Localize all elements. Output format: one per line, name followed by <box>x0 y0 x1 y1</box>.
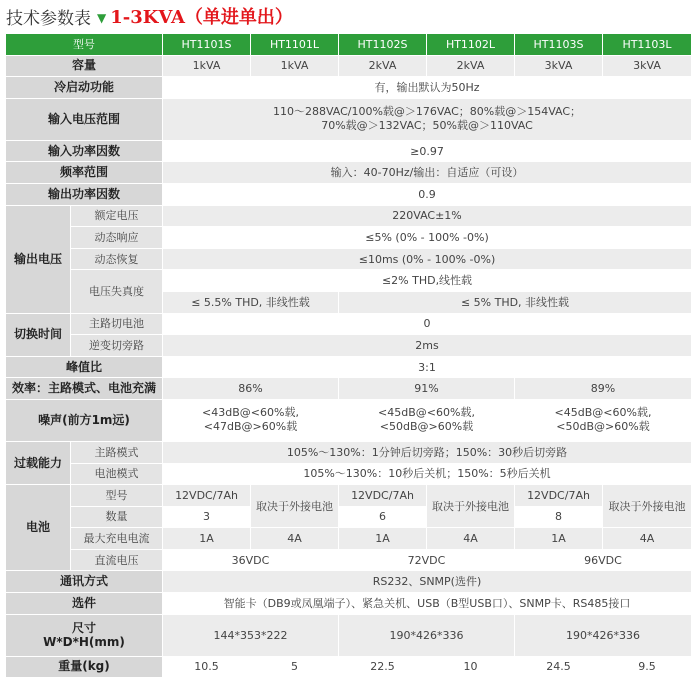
noise-line2: <47dB@>60%载 <box>203 420 298 434</box>
cell: 144*353*222 <box>163 614 339 656</box>
cell: 3:1 <box>163 356 692 378</box>
spec-table <box>5 33 692 678</box>
cell: 9.5 <box>603 656 692 678</box>
sub-label: 额定电压 <box>71 205 163 227</box>
cell: 2kVA <box>339 55 427 77</box>
sub-label: 数量 <box>71 506 163 528</box>
noise-line2: <50dB@>60%载 <box>379 420 474 434</box>
group-label: 输出电压 <box>6 205 71 313</box>
row-label: 输入功率因数 <box>6 140 163 162</box>
sub-label: 电压失真度 <box>71 270 163 313</box>
cell: ≤ 5.5% THD, 非线性载 <box>163 291 339 313</box>
row-dyn-resp <box>6 227 692 249</box>
cell: 10.5 <box>163 656 251 678</box>
model-header: HT1103S <box>515 34 603 56</box>
sub-label: 电池模式 <box>71 463 163 485</box>
group-label: 切换时间 <box>6 313 71 356</box>
dims-label-line2: W*D*H(mm) <box>43 635 125 650</box>
model-header: HT1103L <box>603 34 692 56</box>
model-header: HT1102S <box>339 34 427 56</box>
cell: 86% <box>163 378 339 400</box>
cell: 6 <box>339 506 427 528</box>
input-voltage-line1: 110～288VAC/100%载@＞176VAC；80%载@＞154VAC； <box>272 105 582 119</box>
cell: 输入：40-70Hz/输出：自适应（可设） <box>163 162 692 184</box>
title-main: 1-3KVA（单进单出） <box>110 7 293 28</box>
sub-label: 动态响应 <box>71 227 163 249</box>
cell: 0 <box>163 313 692 335</box>
row-comm <box>6 571 692 593</box>
cell: 有，输出默认为50Hz <box>163 77 692 99</box>
row-crest <box>6 356 692 378</box>
cell: ≤ 5% THD, 非线性载 <box>339 291 692 313</box>
cell: 5 <box>251 656 339 678</box>
row-weight <box>6 656 692 678</box>
cell: 12VDC/7Ah <box>163 485 251 507</box>
row-inverter-bypass <box>6 335 692 357</box>
cell: 1A <box>339 528 427 550</box>
row-rated-voltage <box>6 205 692 227</box>
cell: 96VDC <box>515 549 692 571</box>
row-label: 噪声(前方1m远) <box>6 399 163 441</box>
row-dyn-rec <box>6 248 692 270</box>
header-row <box>6 34 692 56</box>
sub-label: 主路切电池 <box>71 313 163 335</box>
cell: 72VDC <box>339 549 515 571</box>
row-options <box>6 593 692 615</box>
row-label: 峰值比 <box>6 356 163 378</box>
cell <box>515 399 692 441</box>
row-overload-battery <box>6 463 692 485</box>
cell: 0.9 <box>163 183 692 205</box>
page-title <box>6 3 293 29</box>
cell: 12VDC/7Ah <box>339 485 427 507</box>
row-label: 容量 <box>6 55 163 77</box>
cell: 89% <box>515 378 692 400</box>
row-label: 频率范围 <box>6 162 163 184</box>
group-label: 电池 <box>6 485 71 571</box>
row-cold-start <box>6 77 692 99</box>
row-overload-main <box>6 441 692 463</box>
cell: 1kVA <box>163 55 251 77</box>
cell <box>163 399 339 441</box>
sub-label: 最大充电电流 <box>71 528 163 550</box>
cell: 1A <box>163 528 251 550</box>
cell: 3 <box>163 506 251 528</box>
sub-label: 动态恢复 <box>71 248 163 270</box>
cell: 智能卡（DB9或凤凰端子）、紧急关机、USB（B型USB口）、SNMP卡、RS485接口 <box>163 593 692 615</box>
cell: 8 <box>515 506 603 528</box>
row-input-voltage <box>6 98 692 140</box>
title-prefix: 技术参数表 <box>6 8 91 29</box>
cell: ≥0.97 <box>163 140 692 162</box>
cell: ≤2% THD,线性载 <box>163 270 692 292</box>
header-label: 型号 <box>6 34 163 56</box>
cell: 24.5 <box>515 656 603 678</box>
sub-label: 型号 <box>71 485 163 507</box>
cell: 4A <box>251 528 339 550</box>
triangle-down-icon: ▼ <box>97 11 107 25</box>
cell: 12VDC/7Ah <box>515 485 603 507</box>
row-label: 选件 <box>6 593 163 615</box>
row-capacity <box>6 55 692 77</box>
sub-label: 逆变切旁路 <box>71 335 163 357</box>
row-freq <box>6 162 692 184</box>
cell: 3kVA <box>603 55 692 77</box>
cell: 91% <box>339 378 515 400</box>
dims-label-line1: 尺寸 <box>71 621 96 636</box>
row-max-charge <box>6 528 692 550</box>
sub-label: 直流电压 <box>71 549 163 571</box>
cell: 22.5 <box>339 656 427 678</box>
noise-line1: <45dB@<60%载, <box>554 406 652 420</box>
cell: ≤5% (0% - 100% -0%) <box>163 227 692 249</box>
noise-line1: <43dB@<60%载, <box>202 406 299 420</box>
cell: 105%～130%：1分钟后切旁路；150%：30秒后切旁路 <box>163 441 692 463</box>
row-label: 输出功率因数 <box>6 183 163 205</box>
model-header: HT1101S <box>163 34 251 56</box>
cell: 1A <box>515 528 603 550</box>
row-output-pf <box>6 183 692 205</box>
cell: 取决于外接电池 <box>603 485 692 528</box>
row-label <box>6 614 163 656</box>
row-input-pf <box>6 140 692 162</box>
cell: 2kVA <box>427 55 515 77</box>
cell: 4A <box>603 528 692 550</box>
row-battery-model <box>6 485 692 507</box>
model-header: HT1101L <box>251 34 339 56</box>
row-battery-count <box>6 506 692 528</box>
cell: 取决于外接电池 <box>427 485 515 528</box>
cell: 3kVA <box>515 55 603 77</box>
row-label: 输入电压范围 <box>6 98 163 140</box>
cell: 2ms <box>163 335 692 357</box>
row-dims <box>6 614 692 656</box>
cell: 取决于外接电池 <box>251 485 339 528</box>
input-voltage-line2: 70%载@＞132VAC；50%载@＞110VAC <box>321 119 533 133</box>
cell: ≤10ms (0% - 100% -0%) <box>163 248 692 270</box>
noise-line1: <45dB@<60%载, <box>378 406 475 420</box>
cell <box>163 98 692 140</box>
row-dc-voltage <box>6 549 692 571</box>
row-thd <box>6 270 692 292</box>
cell: 36VDC <box>163 549 339 571</box>
row-label: 通讯方式 <box>6 571 163 593</box>
noise-line2: <50dB@>60%载 <box>556 420 650 434</box>
row-efficiency <box>6 378 692 400</box>
cell: RS232、SNMP(选件) <box>163 571 692 593</box>
group-label: 过载能力 <box>6 441 71 484</box>
cell: 220VAC±1% <box>163 205 692 227</box>
row-label: 冷启动功能 <box>6 77 163 99</box>
cell: 190*426*336 <box>339 614 515 656</box>
row-main-to-battery <box>6 313 692 335</box>
cell: 105%～130%：10秒后关机；150%：5秒后关机 <box>163 463 692 485</box>
row-label: 效率：主路模式、电池充满 <box>6 378 163 400</box>
row-noise <box>6 399 692 441</box>
cell: 190*426*336 <box>515 614 692 656</box>
cell <box>339 399 515 441</box>
cell: 10 <box>427 656 515 678</box>
cell: 4A <box>427 528 515 550</box>
model-header: HT1102L <box>427 34 515 56</box>
row-label: 重量(kg) <box>6 656 163 678</box>
sub-label: 主路模式 <box>71 441 163 463</box>
cell: 1kVA <box>251 55 339 77</box>
